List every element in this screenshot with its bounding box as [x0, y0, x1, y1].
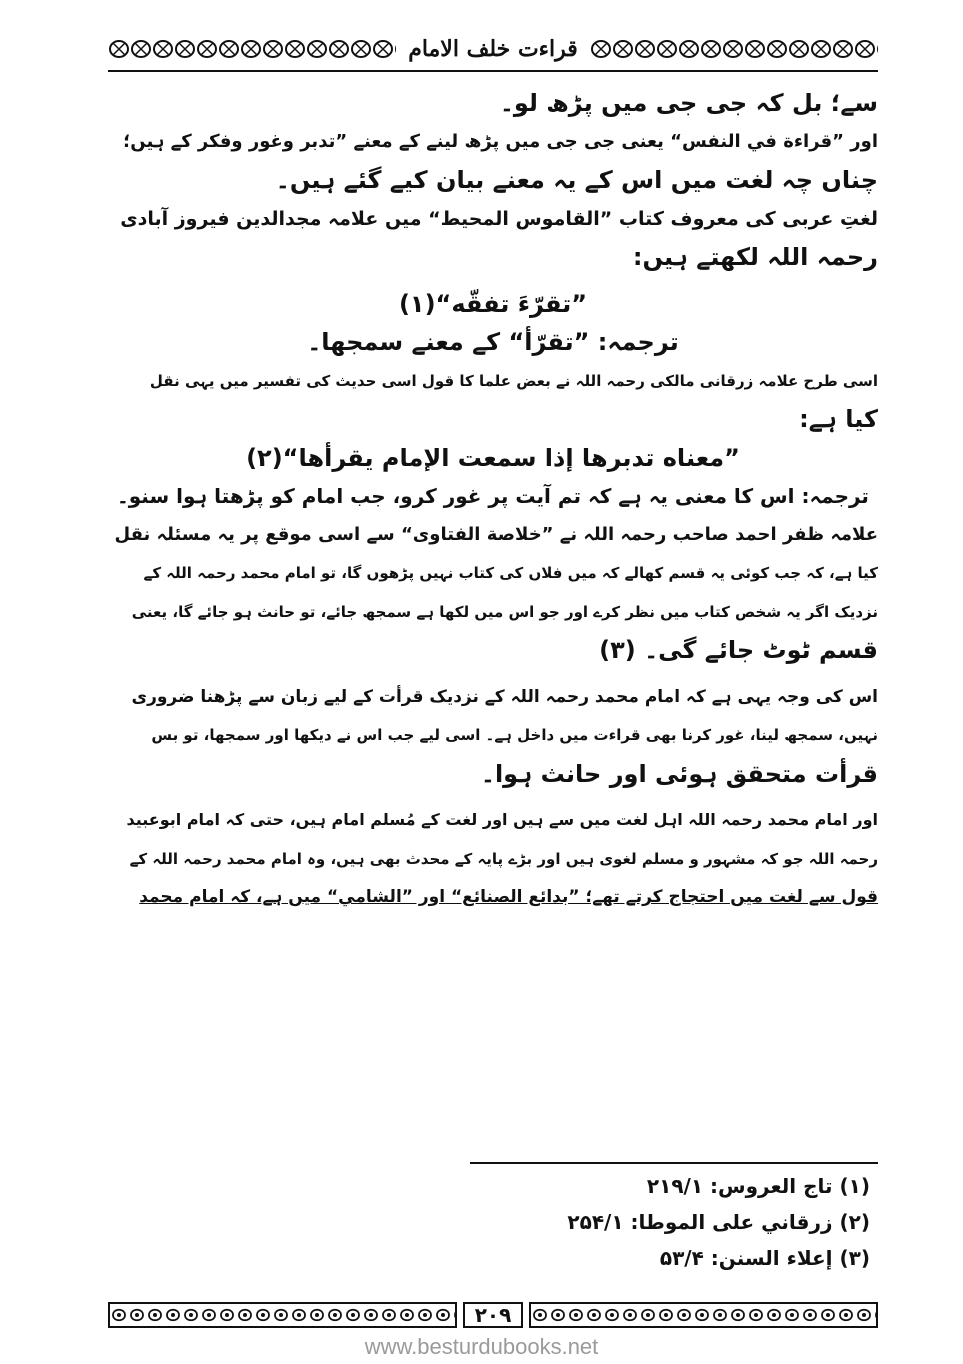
text-line: چناں چہ لغت میں اس کے یہ معنے بیان کیے گئے ہیں۔ — [275, 166, 878, 194]
text-line: قرأت متحقق ہوئی اور حانث ہوا۔ — [480, 759, 878, 788]
text-line: اس کی وجہ یہی ہے کہ امام محمد رحمہ اللہ کے نزدیک قرأت کے لیے زبان سے پڑھنا ضروری — [131, 686, 878, 707]
text-line: اور امام محمد رحمہ اللہ اہل لغت میں سے ہیں اور لغت کے مُسلم امام ہیں، حتی کہ امام ابوعبید — [126, 810, 878, 829]
footnotes — [108, 1168, 878, 1276]
text-line: قول سے لغت میں احتجاج کرتے تھے؛ ”بدائع الصنائع“ اور ”الشامي“ میں ہے، کہ امام محمد — [139, 887, 878, 907]
ornament-icon — [108, 36, 396, 62]
header-ornament-left — [108, 36, 396, 62]
arabic-quote: ”تقرّءَ تفقّه“(۱) — [398, 289, 588, 318]
arabic-quote: ”معناه تدبرها إذا سمعت الإمام يقرأها“(۲) — [246, 443, 740, 472]
text-line: رحمہ اللہ لکھتے ہیں: — [632, 243, 878, 271]
watermark: www.besturdubooks.net — [364, 1334, 599, 1359]
text-line: رحمہ اللہ جو کہ مشہور و مسلم لغوی ہیں اور بڑے پایہ کے محدث بھی ہیں، وہ امام محمد رحمہ اللہ کے — [129, 849, 878, 868]
footnote: (۲) زرقاني على الموطا: ۲۵۴/۱ — [567, 1210, 870, 1234]
ornament-icon — [531, 1304, 876, 1326]
footer-ornament-left — [108, 1302, 457, 1328]
page-number: ۲۰۹ — [463, 1302, 523, 1328]
footnote: (۳) إعلاء السنن: ۵۳/۴ — [659, 1246, 870, 1270]
page-footer — [108, 1300, 878, 1330]
header-divider — [108, 70, 878, 72]
text-line: کیا ہے، کہ جب کوئی یہ قسم کھالے کہ میں فلاں کی کتاب نہیں پڑھوں گا، تو امام محمد رحمہ اللہ کے — [143, 564, 878, 582]
ornament-icon — [110, 1304, 455, 1326]
ornament-icon — [590, 36, 878, 62]
footnote-divider — [470, 1162, 878, 1164]
header-ornament-right — [590, 36, 878, 62]
text-line: لغتِ عربی کی معروف کتاب ”القاموس المحیط“ میں علامہ مجدالدین فیروز آبادی — [120, 207, 878, 230]
text-line: کیا ہے: — [799, 405, 878, 433]
text-line: قسم ٹوٹ جائے گی۔ (۳) — [599, 636, 878, 664]
text-line: اور ”قراءة في النفس“ یعنی جی جی میں پڑھ لینے کے معنے ”تدبر وغور وفکر کے ہیں؛ — [123, 130, 878, 152]
page-header — [108, 28, 878, 70]
text-line: علامہ ظفر احمد صاحب رحمہ اللہ نے ”خلاصة الفتاوی“ سے اسی موقع پر یہ مسئلہ نقل — [114, 523, 878, 545]
translation-line: ترجمہ: اس کا معنی یہ ہے کہ تم آیت پر غور کرو، جب امام کو پڑھتا ہوا سنو۔ — [117, 484, 869, 508]
text-line: نہیں، سمجھ لینا، غور کرنا بھی قراءت میں داخل ہے۔ اسی لیے جب اس نے دیکھا اور سمجھا، تو بس — [151, 726, 878, 744]
footer-ornament-right — [529, 1302, 878, 1328]
translation-line: ترجمہ: ”تقرّأ“ کے معنے سمجھا۔ — [307, 328, 679, 356]
page-body — [108, 84, 878, 917]
running-title: قراءت خلف الامام — [408, 36, 578, 62]
text-line: سے؛ بل کہ جی جی میں پڑھ لو۔ — [499, 89, 878, 117]
footnote: (۱) تاج العروس: ۲۱۹/۱ — [646, 1174, 870, 1198]
text-line: نزدیک اگر یہ شخص کتاب میں نظر کرے اور جو اس میں لکھا ہے سمجھ جائے، تو حانث ہو جائے گا، یعنی — [131, 602, 878, 621]
text-line: اسی طرح علامہ زرقانی مالکی رحمہ اللہ نے بعض علما کا قول اسی حدیث کی تفسیر میں یہی نقل — [149, 371, 878, 390]
